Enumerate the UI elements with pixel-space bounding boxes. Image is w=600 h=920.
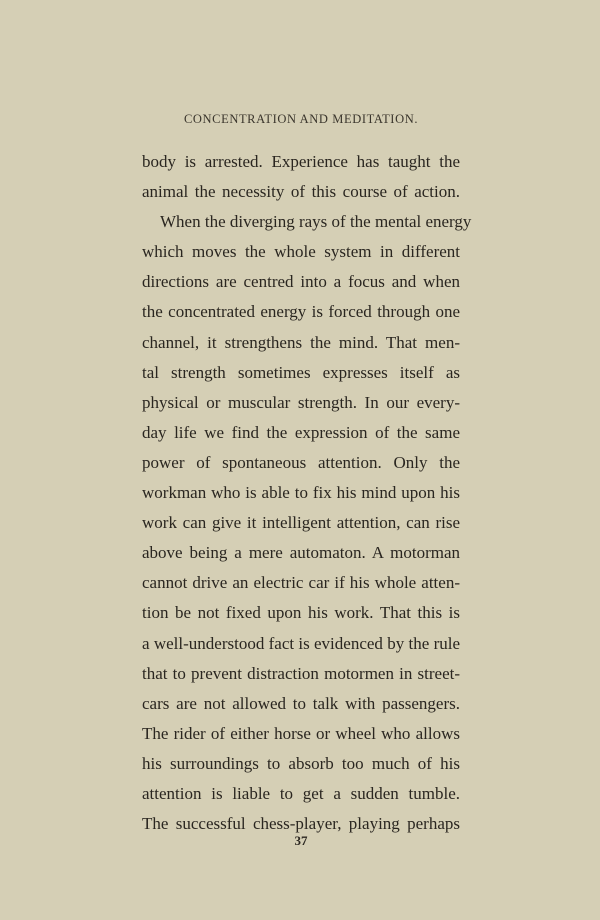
text-line: tion be not fixed upon his work. That this is [142, 603, 460, 623]
text-line: When the diverging rays of the mental energy [160, 212, 472, 232]
text-line: the concentrated energy is forced through one [142, 302, 460, 322]
text-line: physical or muscular strength. In our every- [142, 392, 460, 412]
text-line: cannot drive an electric car if his whole atten- [142, 573, 460, 593]
text-line: cars are not allowed to talk with passengers. [142, 693, 460, 713]
running-header: CONCENTRATION AND MEDITATION. [183, 112, 419, 126]
text-line: work can give it intelligent attention, can rise [142, 513, 460, 533]
text-line: attention is liable to get a sudden tumble. [142, 783, 460, 803]
text-line: channel, it strengthens the mind. That men- [142, 332, 460, 352]
text-line: that to prevent distraction motormen in street- [142, 663, 460, 683]
text-line: above being a mere automaton. A motorman [142, 543, 460, 563]
text-line: a well-understood fact is evidenced by the rule [142, 633, 460, 653]
text-line: his surroundings to absorb too much of his [142, 753, 460, 773]
text-line: day life we find the expression of the same [142, 422, 460, 442]
text-line: The successful chess-player, playing perhaps [142, 814, 460, 834]
text-line: The rider of either horse or wheel who allows [142, 723, 460, 743]
body-text [142, 147, 472, 839]
text-line: power of spontaneous attention. Only the [142, 452, 460, 472]
text-line: animal the necessity of this course of action. [142, 182, 460, 202]
page-number: 37 [294, 833, 308, 848]
text-line: body is arrested. Experience has taught the [142, 152, 460, 171]
text-line: directions are centred into a focus and when [142, 272, 460, 292]
text-line: which moves the whole system in different [142, 242, 460, 262]
text-line: workman who is able to fix his mind upon his [142, 483, 460, 503]
text-line: tal strength sometimes expresses itself as [142, 362, 460, 382]
